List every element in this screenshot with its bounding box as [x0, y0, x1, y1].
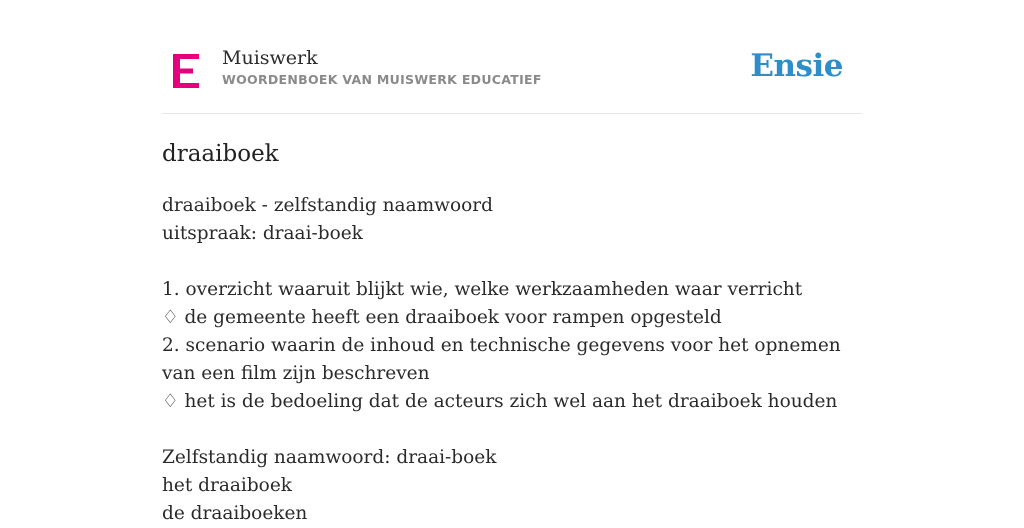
entry-line-definition-1: 1. overzicht waaruit blijkt wie, welke werkzaamheden waar verricht [162, 279, 803, 300]
page [162, 0, 862, 528]
entry-line-singular: het draaiboek [162, 475, 292, 496]
brand[interactable] [222, 46, 542, 87]
entry-line-word-type: draaiboek - zelfstandig naamwoord [162, 195, 493, 216]
entry-line-pronunciation: uitspraak: draai-boek [162, 223, 363, 244]
entry-line-blank [162, 248, 862, 276]
site-header [162, 0, 862, 114]
entry-title: draaiboek [162, 141, 279, 167]
entry-line-plural: de draaiboeken [162, 503, 308, 524]
entry-content [162, 192, 862, 528]
brand-name[interactable]: Muiswerk [222, 47, 318, 69]
entry-line-blank [162, 416, 862, 444]
ensie-logo[interactable]: Ensie [750, 48, 843, 84]
entry-line-example-2: ♢ het is de bedoeling dat de acteurs zich wel aan het draaiboek houden [162, 391, 838, 412]
brand-subtitle: WOORDENBOEK VAN MUISWERK EDUCATIEF [222, 72, 542, 87]
muiswerk-logo-icon[interactable] [173, 54, 199, 88]
entry-line-definition-2: 2. scenario waarin de inhoud en technische gegevens voor het opnemen van een film zijn beschreven [162, 335, 841, 384]
entry-line-noun-heading: Zelfstandig naamwoord: draai-boek [162, 447, 497, 468]
entry-line-example-1: ♢ de gemeente heeft een draaiboek voor rampen opgesteld [162, 307, 722, 328]
